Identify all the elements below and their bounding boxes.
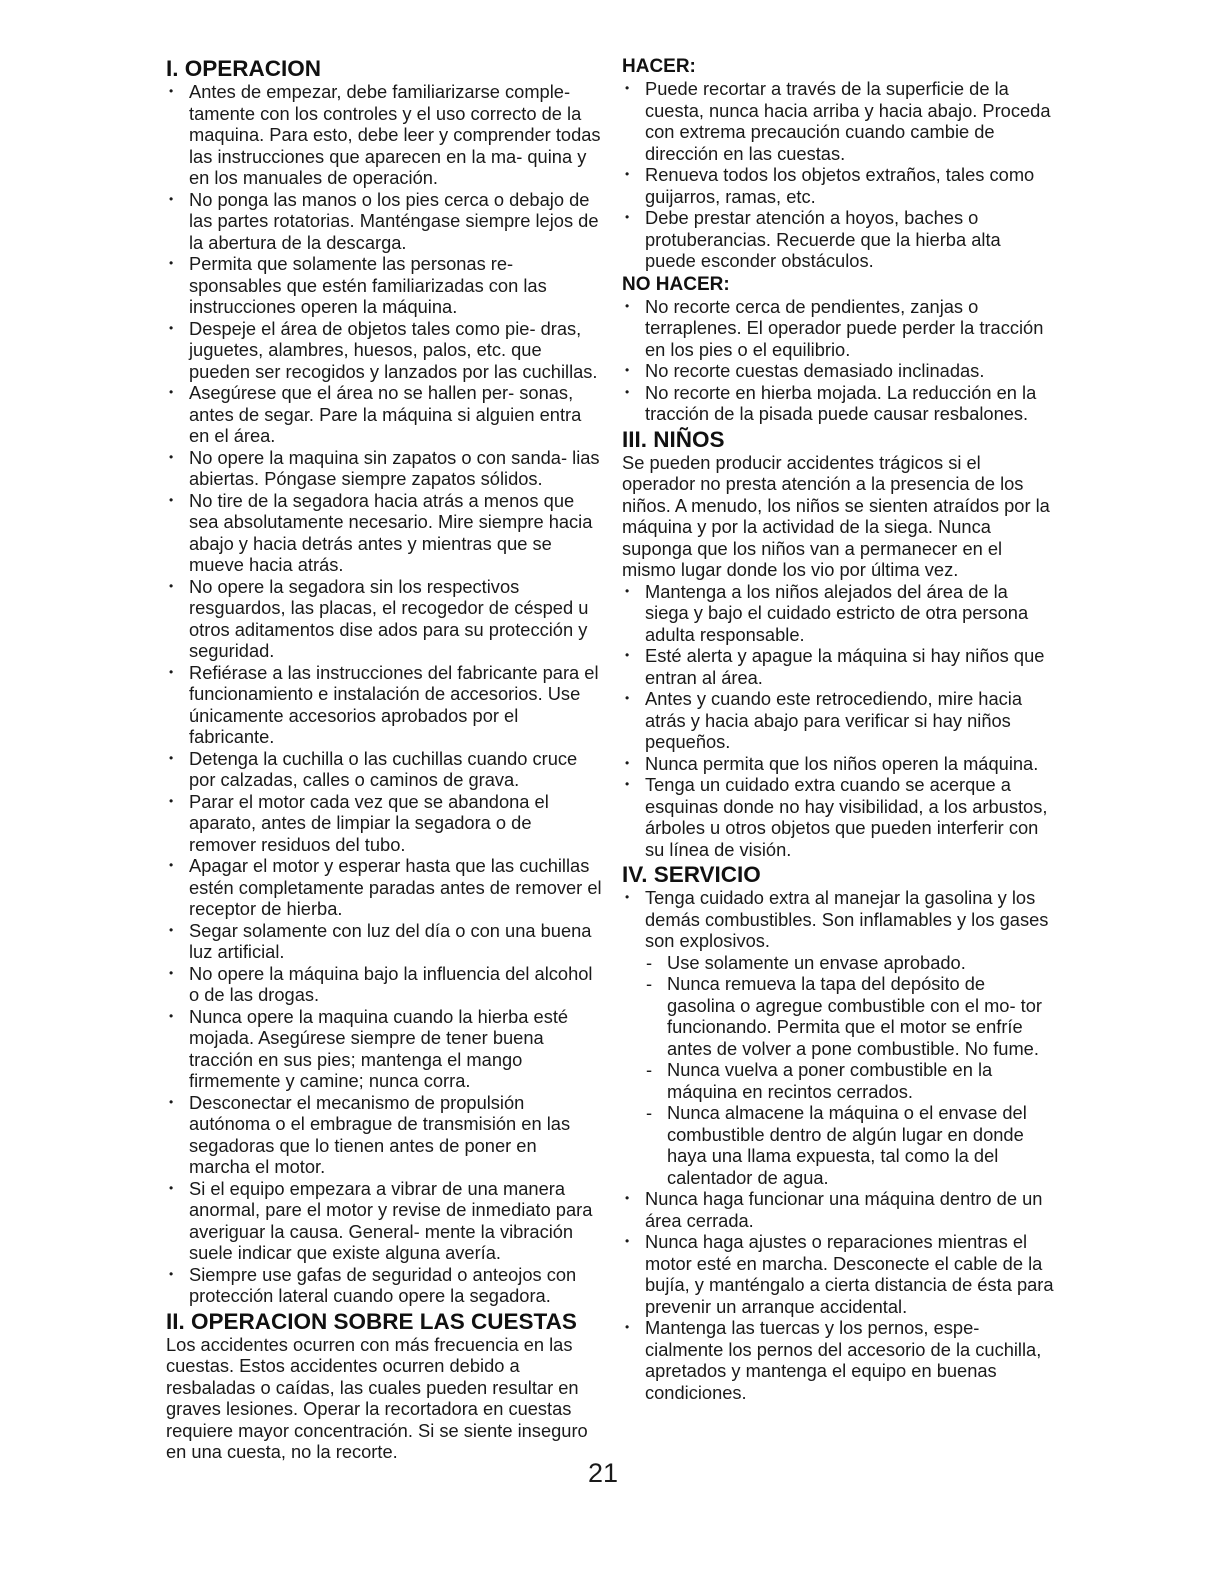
no-hacer-list	[622, 296, 1054, 425]
list-item: • Nunca haga funcionar una máquina dentro de un área cerrada.	[622, 1188, 1054, 1231]
list-item: • Mantenga a los niños alejados del área de la siega y bajo el cuidado estricto de otra persona adulta responsable.	[622, 581, 1054, 646]
list-item: • Despeje el área de objetos tales como pie- dras, juguetes, alambres, huesos, palos, etc. que pueden ser recogidos y lanzados por las cuchillas.	[166, 318, 602, 383]
list-item: • Siempre use gafas de seguridad o anteojos con protección lateral cuando opere la segadora.	[166, 1264, 602, 1307]
fuel-sublist	[645, 952, 1054, 1189]
list-item: • Antes y cuando este retrocediendo, mire hacia atrás y hacia abajo para verificar si hay niños pequeños.	[622, 688, 1054, 753]
list-item: • Antes de empezar, debe familiarizarse comple- tamente con los controles y el uso correcto de la maquina. Para esto, debe leer y comprender todas las instrucciones que aparecen en la ma- quina y en los manuales de operación.	[166, 81, 602, 189]
list-item: • No ponga las manos o los pies cerca o debajo de las partes rotatorias. Manténgase siempre lejos de la abertura de la descarga.	[166, 189, 602, 254]
list-item: • Nunca opere la maquina cuando la hierba esté mojada. Asegúrese siempre de tener buena tracción en sus pies; mantenga el mango firmemente y camine; nunca corra.	[166, 1006, 602, 1092]
servicio-list	[622, 887, 1054, 1403]
list-item: • Parar el motor cada vez que se abandona el aparato, antes de limpiar la segadora o de remover residuos del tubo.	[166, 791, 602, 856]
list-item: • Permita que solamente las personas re- sponsables que estén familiarizadas con las instrucciones operen la máquina.	[166, 253, 602, 318]
list-item: • Detenga la cuchilla o las cuchillas cuando cruce por calzadas, calles o caminos de grava.	[166, 748, 602, 791]
section-title-ninos: III. NIÑOS	[622, 426, 725, 452]
list-item: • No opere la máquina bajo la influencia del alcohol o de las drogas.	[166, 963, 602, 1006]
hacer-list	[622, 78, 1054, 272]
list-item: • Refiérase a las instrucciones del fabricante para el funcionamiento e instalación de accesorios. Use únicamente accesorios aprobados por el fabricante.	[166, 662, 602, 748]
no-hacer-title: NO HACER:	[622, 273, 730, 295]
section-title-servicio: IV. SERVICIO	[622, 862, 761, 887]
hacer-title: HACER:	[622, 56, 696, 77]
list-item: • No opere la maquina sin zapatos o con sanda- lias abiertas. Póngase siempre zapatos sólidos.	[166, 447, 602, 490]
sublist-item: - Nunca remueva la tapa del depósito de gasolina o agregue combustible con el mo- tor funcionando. Permita que el motor se enfríe antes de volver a pone combustible. No fume.	[645, 973, 1054, 1059]
operacion-list	[166, 81, 602, 1307]
list-item: • Nunca haga ajustes o reparaciones mientras el motor esté en marcha. Desconecte el cable de la bujía, y manténgalo a cierta distancia de ésta para prevenir un arranque accidental.	[622, 1231, 1054, 1317]
list-item: • Apagar el motor y esperar hasta que las cuchillas estén completamente paradas antes de remover el receptor de hierba.	[166, 855, 602, 920]
cuestas-intro: Los accidentes ocurren con más frecuencia en las cuestas. Estos accidentes ocurren debido a resbaladas o caídas, las cuales pueden resultar en graves lesiones. Operar la recortadora en cuestas requiere mayor concentración. Si se siente inseguro en una cuesta, no la recorte.	[166, 1333, 588, 1462]
list-item: • Si el equipo empezara a vibrar de una manera anormal, pare el motor y revise de inmediato para averiguar la causa. General- mente la vibración suele indicar que existe alguna avería.	[166, 1178, 602, 1264]
list-item: • No opere la segadora sin los respectivos resguardos, las placas, el recogedor de césped u otros aditamentos dise ados para su protección y seguridad.	[166, 576, 602, 662]
section-title-cuestas: II. OPERACION SOBRE LAS CUESTAS	[166, 1308, 577, 1334]
list-item: • Renueva todos los objetos extraños, tales como guijarros, ramas, etc.	[622, 164, 1054, 207]
list-item: • No recorte en hierba mojada. La reducción en la tracción de la pisada puede causar resbalones.	[622, 382, 1054, 425]
left-column	[166, 56, 602, 1463]
ninos-list	[622, 581, 1054, 861]
ninos-intro: Se pueden producir accidentes trágicos si el operador no presta atención a la presencia de los niños. A menudo, los niños se sienten atraídos por la máquina y por la actividad de la siega. Nunca suponga que los niños van a permanecer en el mismo lugar donde los vio por última vez.	[622, 451, 1050, 580]
list-item: • No recorte cerca de pendientes, zanjas o terraplenes. El operador puede perder la tracción en los pies o el equilibrio.	[622, 296, 1054, 361]
list-item: • Puede recortar a través de la superficie de la cuesta, nunca hacia arriba y hacia abajo. Proceda con extrema precaución cuando cambie de dirección en las cuestas.	[622, 78, 1054, 164]
list-item: • Nunca permita que los niños operen la máquina.	[622, 753, 1054, 775]
right-column	[622, 56, 1054, 1403]
sublist-item: - Nunca almacene la máquina o el envase del combustible dentro de algún lugar en donde haya una llama expuesta, tal como la del calentador de agua.	[645, 1102, 1054, 1188]
list-item: • Segar solamente con luz del día o con una buena luz artificial.	[166, 920, 602, 963]
sublist-item: - Nunca vuelva a poner combustible en la máquina en recintos cerrados.	[645, 1059, 1054, 1102]
list-item: • Asegúrese que el área no se hallen per- sonas, antes de segar. Pare la máquina si alguien entra en el área.	[166, 382, 602, 447]
page-number: 21	[588, 1458, 619, 1488]
list-item: • No recorte cuestas demasiado inclinadas.	[622, 360, 1054, 382]
list-item: • Tenga un cuidado extra cuando se acerque a esquinas donde no hay visibilidad, a los arbustos, árboles u otros objetos que pueden interferir con su línea de visión.	[622, 774, 1054, 860]
list-item: • Desconectar el mecanismo de propulsión autónoma o el embrague de transmisión en las segadoras que lo tienen antes de poner en marcha el motor.	[166, 1092, 602, 1178]
list-item	[622, 887, 1054, 1188]
list-item: • Esté alerta y apague la máquina si hay niños que entran al área.	[622, 645, 1054, 688]
list-item: • No tire de la segadora hacia atrás a menos que sea absolutamente necesario. Mire siempre hacia abajo y hacia detrás antes y mientras que se mueve hacia atrás.	[166, 490, 602, 576]
sublist-item: - Use solamente un envase aprobado.	[645, 952, 1054, 974]
list-item: • Debe prestar atención a hoyos, baches o protuberancias. Recuerde que la hierba alta puede esconder obstáculos.	[622, 207, 1054, 272]
fuel-warning-text: Tenga cuidado extra al manejar la gasolina y los demás combustibles. Son inflamables y los gases son explosivos.	[645, 887, 1049, 951]
list-item: • Mantenga las tuercas y los pernos, espe- cialmente los pernos del accesorio de la cuchilla, apretados y mantenga el equipo en buenas condiciones.	[622, 1317, 1054, 1403]
section-title-operacion: I. OPERACION	[166, 56, 322, 81]
